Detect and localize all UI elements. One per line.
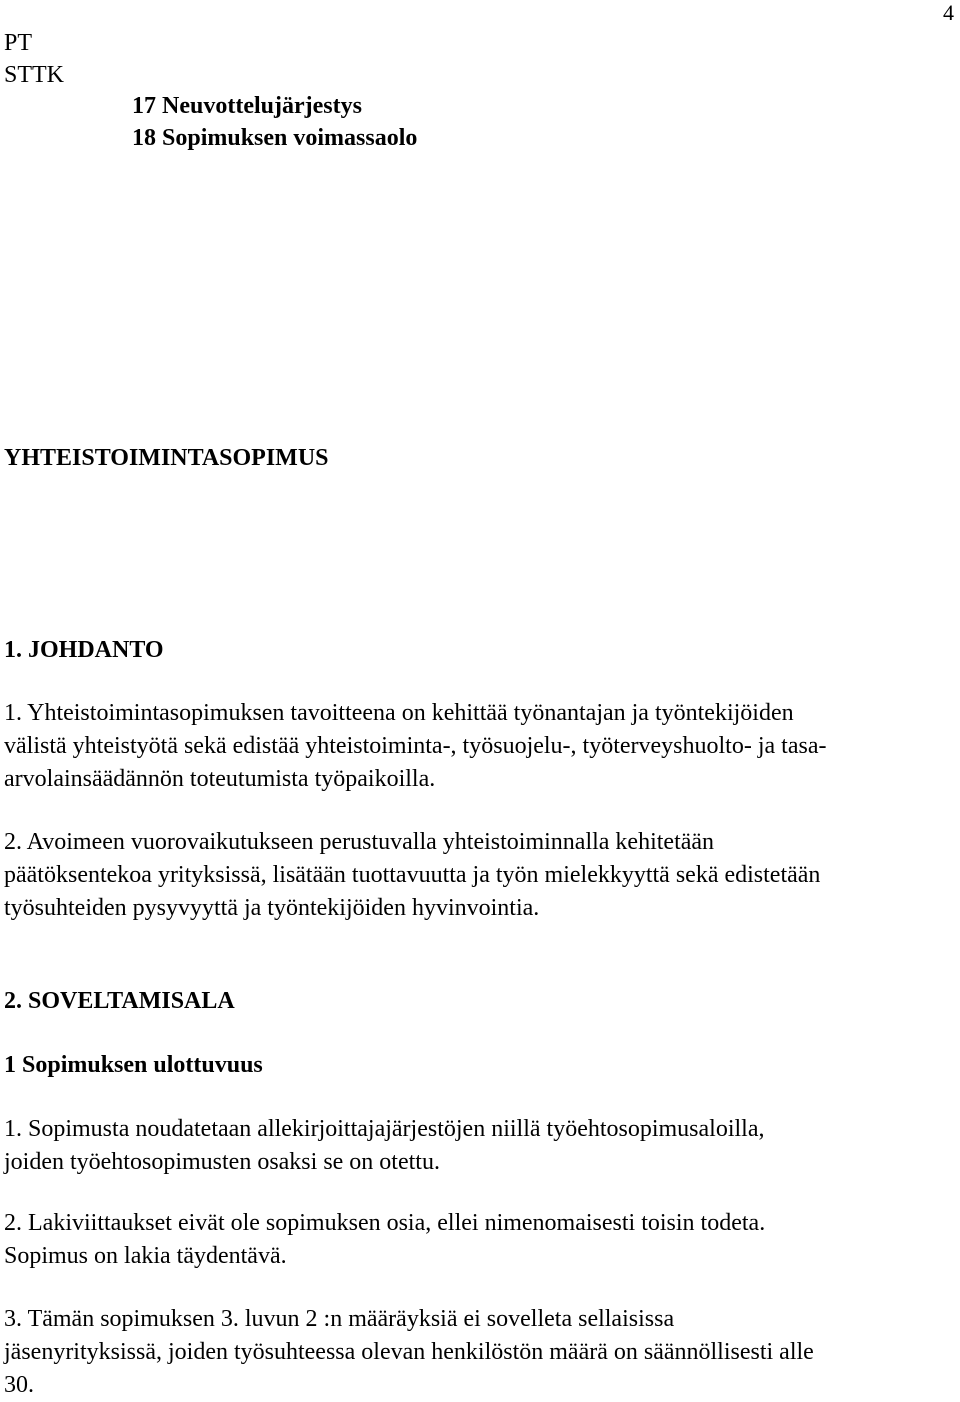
section-1-heading: 1. JOHDANTO [4, 637, 164, 663]
toc-item-18: 18 Sopimuksen voimassaolo [132, 125, 418, 151]
document-title: YHTEISTOIMINTASOPIMUS [4, 445, 329, 471]
section-2-paragraph-3 [4, 1303, 956, 1402]
toc-item-17: 17 Neuvottelujärjestys [132, 93, 362, 119]
text-line: jäsenyrityksissä, joiden työsuhteessa olevan henkilöstön määrä on säännöllisesti alle [4, 1339, 814, 1365]
header-line-sttk: STTK [4, 62, 64, 88]
section-1-paragraph-1 [4, 697, 956, 796]
page-number: 4 [943, 0, 954, 25]
section-2-paragraph-2 [4, 1207, 956, 1273]
header-line-pt: PT [4, 30, 33, 56]
text-line: välistä yhteistyötä sekä edistää yhteistoiminta-, työsuojelu-, työterveyshuolto- ja tasa- [4, 733, 827, 759]
text-line: arvolainsäädännön toteutumista työpaikoilla. [4, 766, 436, 792]
text-line: 3. Tämän sopimuksen 3. luvun 2 :n määräyksiä ei sovelleta sellaisissa [4, 1306, 675, 1332]
text-line: päätöksentekoa yrityksissä, lisätään tuottavuutta ja työn mielekkyyttä sekä edistetään [4, 862, 821, 888]
text-line: 1. Yhteistoimintasopimuksen tavoitteena on kehittää työnantajan ja työntekijöiden [4, 700, 794, 726]
section-2-paragraph-1 [4, 1113, 956, 1179]
text-line: 2. Avoimeen vuorovaikutukseen perustuvalla yhteistoiminnalla kehitetään [4, 829, 715, 855]
section-2-heading: 2. SOVELTAMISALA [4, 988, 235, 1014]
section-1-paragraph-2 [4, 826, 956, 925]
text-line: 1. Sopimusta noudatetaan allekirjoittajajärjestöjen niillä työehtosopimusaloilla, [4, 1116, 765, 1142]
text-line: Sopimus on lakia täydentävä. [4, 1243, 287, 1269]
section-2-subheading: 1 Sopimuksen ulottuvuus [4, 1052, 263, 1078]
text-line: 30. [4, 1372, 34, 1398]
text-line: joiden työehtosopimusten osaksi se on otettu. [4, 1149, 440, 1175]
text-line: työsuhteiden pysyvyyttä ja työntekijöiden hyvinvointia. [4, 895, 540, 921]
text-line: 2. Lakiviittaukset eivät ole sopimuksen osia, ellei nimenomaisesti toisin todeta. [4, 1210, 766, 1236]
